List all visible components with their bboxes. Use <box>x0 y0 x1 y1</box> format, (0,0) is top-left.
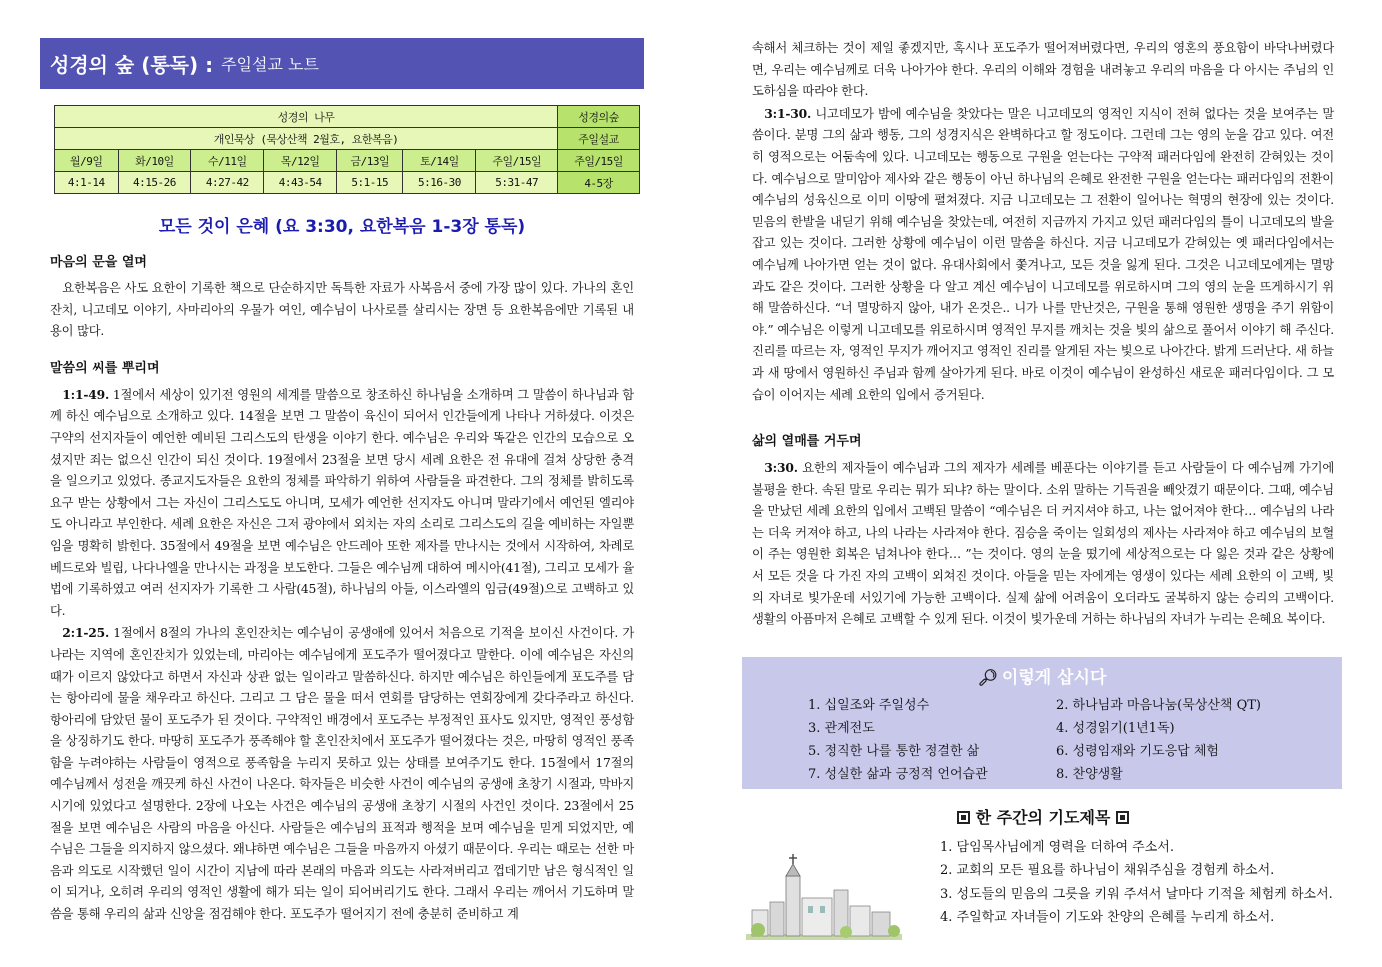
verse-ref: 3:30. <box>764 460 798 476</box>
paragraph-fruit <box>742 457 1344 631</box>
table-range: 4:43-54 <box>264 172 337 194</box>
life-guidelines-box <box>742 657 1342 789</box>
table-header-devotion: 개인묵상 (묵상산책 2월호, 요한복음) <box>55 128 558 150</box>
list-item: 7. 성실한 삶과 긍정적 언어습관 <box>808 766 988 782</box>
list-item: 6. 성령임재와 기도응답 체험 <box>1056 743 1219 759</box>
section-heading-fruit: 삶의 열매를 거두며 <box>752 434 862 450</box>
table-range: 4:27-42 <box>191 172 264 194</box>
list-item: 1. 십일조와 주일성수 <box>808 697 930 713</box>
prayer-list <box>940 836 1344 930</box>
table-range: 5:31-47 <box>476 172 558 194</box>
table-range: 4-5장 <box>558 172 640 194</box>
right-column <box>742 38 1344 930</box>
life-guidelines-list <box>808 694 1342 786</box>
paragraph-text: 1절에서 8절의 가나의 혼인잔치는 예수님이 공생애에 있어서 처음으로 기적을 보이신 사건이다. 가나라는 지역에 혼인잔치가 있었는데, 마리아는 예수님에게 포도주가 떨어졌다고 말한다. 이에 예수님은 자신의 때가 이르지 않았다고 하면서 자신과 상관 없는 일이라고 말씀하신다. 하지만 예수님은 하인들에게 포도주를 담는 항아리에 물을 채우라고 하신다. 그리고 그 담은 물을 떠서 연회를 담당하는 연회장에게 갖다주라고 하신다. 항아리에 담았던 물이 포도주가 된 것이다. 구약적인 배경에서 포도주는 부정적인 표사도 있지만, 영적인 풍성함을 상징하기도 한다. 마땅히 포도주가 풍족해야 할 혼인잔치에서 포도주가 떨어졌다는 것은, 마땅히 영적인 풍족함을 누려야하는 사람들이 영적으로 풍족함을 누리지 못하고 있는 상태를 보여주기도 한다. 15절에서 17절의 예수님께서 성전을 깨끗케 하신 사건이 나온다. 학자들은 비슷한 사건이 예수님의 공생애 초창기 시절과, 막바지 시기에 있었다고 설명한다. 2장에 나오는 사건은 예수님의 공생애 초창기 시절의 사건인 것이다. 23절에서 25절을 보면 예수님은 사람의 마음을 아신다. 사람들은 예수님의 표적과 행적을 보며 예수님을 믿게 되었지만, 예수님은 그들을 의지하지 않으셨다. 왜냐하면 예수님은 그들을 마음까지 아셨기 때문이다. 우리는 때로는 선한 마음과 의도로 시작했던 일이 시간이 지남에 따라 본래의 마음과 의도는 사라져버리고 껍데기만 남은 형식적인 일이 되거나, 오히려 우리의 영적인 생활에 해가 되는 일이 되어버리기도 한다. 그래서 우리는 깨어서 기도하며 말씀을 통해 우리의 삶과 신앙을 점검해야 한다. 포도주가 떨어지기 전에 충분히 준비하고 계 <box>50 626 634 922</box>
section-heading-open-heart: 마음의 문을 열며 <box>50 255 147 270</box>
list-item: 3. 관계전도 <box>808 720 875 736</box>
table-range: 4:1-14 <box>55 172 119 194</box>
reading-schedule-table <box>54 105 640 194</box>
list-item: 4. 성경읽기(1년1독) <box>1056 720 1175 736</box>
paragraph-ch2 <box>40 622 644 925</box>
list-item: 3. 성도들의 믿음의 그릇을 키워 주셔서 날마다 기적을 체험케 하소서. <box>940 886 1333 902</box>
verse-ref: 1:1-49. <box>62 386 110 402</box>
table-day: 목/12일 <box>264 150 337 172</box>
square-bullet-icon <box>957 811 970 824</box>
verse-ref: 3:1-30. <box>764 105 812 121</box>
life-guidelines-title <box>742 657 1342 688</box>
table-range: 5:1-15 <box>337 172 403 194</box>
list-item: 8. 찬양생활 <box>1056 766 1123 782</box>
paragraph-text: 1절에서 세상이 있기전 영원의 세계를 말씀으로 창조하신 하나님을 소개하며 그 말씀이 하나님과 함께 하신 예수님으로 소개하고 있다. 14절을 보면 그 말씀이 육신이 되어서 인간들에게 나타나 거하셨다. 이것은 구약의 선지자들이 예언한 예비된 그리스도의 탄생을 이야기 한다. 예수님은 우리와 똑같은 인간의 모습으로 오셨지만 죄는 없으신 인간이 되신 것이다. 19절에서 23절을 보면 당시 세례 요한은 전 유대에 걸쳐 상당한 충격을 일으키고 있었다. 종교지도자들은 요한의 정체를 파악하기 위하여 사람들을 파견한다. 그의 정체를 밝히도록 요구 받는 상황에서 그는 자신이 그리스도도 아니며, 모세가 예언한 선지자도 아니며 말라기에서 예언된 엘리야도 아니라고 부인한다. 세례 요한은 자신은 그저 광야에서 외치는 자의 소리로 그리스도의 길을 예비하는 자일뿐임을 명확히 밝힌다. 35절에서 49절을 보면 예수님은 안드레아 또한 제자를 만나시는 것에서 시작하여, 차례로 베드로와 빌립, 나다나엘을 만나시는 과정을 보도한다. 그들은 예수님께 대하여 메시아(41절), 그리고 모세가 율법에 기록하였고 여러 선지자가 기록한 그 사람(45절), 하나님의 아들, 이스라엘의 임금(49절)으로 고백하고 있다. <box>50 387 634 618</box>
paragraph-intro: 요한복음은 사도 요한이 기록한 책으로 단순하지만 독특한 자료가 사복음서 중에 가장 많이 있다. 가나의 혼인 잔치, 니고데모 이야기, 사마리아의 우물가 여인, 예수님이 나사로를 살리시는 장면 등 요한복음에만 기록된 내용이 많다. <box>50 281 634 339</box>
table-range: 5:16-30 <box>403 172 476 194</box>
left-column <box>40 38 644 926</box>
paragraph-text: 니고데모가 밤에 예수님을 찾았다는 말은 니고데모의 영적인 지식이 전혀 없다는 것을 보여주는 말씀이다. 분명 그의 삶과 행동, 그의 성경지식은 완벽하다고 할 정도이다. 그런데 그는 영의 눈을 감고 있다. 여전히 영적으로는 어둠속에 있다. 니고데모는 행동으로 구원을 얻는다는 구약적 패러다임에 완전히 갇혀있는 것이다. 예수님으로 말미암아 제사와 같은 행동이 아닌 하나님의 은혜로 완전한 구원을 얻는다는 패러다임의 전환이 예수님의 성육신으로 이미 이땅에 펼쳐졌다. 지금 니고데모는 그 전환이 일어나는 혁명의 현장에 있는 것이다. 믿음의 한발을 내딛기 위해 예수님을 찾았는데, 여전히 지금까지 가지고 있던 패러다임의 틀이 니고데모의 발을 잡고 있는 것이다. 그러한 상황에 예수님이 이런 말씀을 하신다. 지금 니고데모가 갇혀있는 옛 패러다임에서는 예수님께 나아가면 얻는 것이 없다. 유대사회에서 쫓겨나고, 모든 것을 잃게 된다. 그것은 니고데모에게는 멸망과도 같은 것이다. 그러한 상황을 다 알고 계신 예수님이 니고데모를 위로하시며 그의 영의 눈을 뜨게하시기 위해 말씀하신다. “너 멸망하지 않아, 내가 온것은.. 니가 나를 만난것은, 구원을 통해 영원한 생명을 주기 위함이야.” 예수님은 이렇게 니고데모를 위로하시며 영적인 무지를 깨치는 것을 빛의 삶으로 풀어서 이야기 해 주신다. 진리를 따르는 자, 영적인 무지가 깨어지고 영적인 진리를 알게된 자는 빛으로 나아간다. 밝게 드러난다. 새 하늘과 새 땅에서 영원하신 주님과 함께 살아가게 된다. 바로 이것이 예수님이 완성하신 새로운 패러다임이다. 그 모습이 이어지는 세례 요한의 입에서 증거된다. <box>752 106 1334 402</box>
list-item: 2. 교회의 모든 필요를 하나님이 채워주심을 경험케 하소서. <box>940 863 1275 879</box>
list-item: 1. 담임목사님에게 영력을 더하여 주소서. <box>940 839 1174 855</box>
paragraph-ch3 <box>742 103 1344 406</box>
list-item: 2. 하나님과 마음나눔(묵상산책 QT) <box>1056 697 1261 713</box>
header-title: 성경의 숲 (통독) : <box>50 53 214 77</box>
paragraph-text: 요한의 제자들이 예수님과 그의 제자가 세례를 베푼다는 이야기를 듣고 사람들이 다 예수님께 가기에 불평을 한다. 속된 말로 우리는 뭐가 되냐? 하는 말이다. 소위 말하는 기득권을 빼앗겼기 때문이다. 그때, 예수님을 만났던 세례 요한의 입에서 고백된 말씀이 “예수님은 더 커지셔야 하고, 나는 없어져야 한다… 예수님의 나라는 더욱 커져야 하고, 나의 나라는 사라져야 한다. 짐승을 죽이는 일회성의 제사는 사라져야 하고 예수님의 보혈이 주는 영원한 회복은 넘쳐나야 한다… ”는 것이다. 영의 눈을 떴기에 세상적으로는 다 잃은 것과 같은 상황에서 모든 것을 다 가진 자의 고백이 외쳐진 것이다. 아들을 믿는 자에게는 영생이 있다는 세례 요한의 이 고백, 빛의 자녀로 빛가운데 서있기에 가능한 고백이다. 실제 삶에 어려움이 오더라도 굴복하지 않는 승리의 고백이다. 생활의 아픔마저 은혜로 고백할 수 있게 된다. 이것이 빛가운데 거하는 하나님의 자녀가 누리는 은혜요 복이다. <box>752 461 1334 627</box>
list-item: 4. 주일학교 자녀들이 기도와 찬양의 은혜를 누리게 하소서. <box>940 910 1275 926</box>
table-day: 월/9일 <box>55 150 119 172</box>
table-day: 주일/15일 <box>476 150 558 172</box>
table-day: 토/14일 <box>403 150 476 172</box>
page-header <box>40 38 644 89</box>
paragraph-ch1 <box>40 384 644 623</box>
table-header-tree: 성경의 나무 <box>55 106 558 128</box>
section-heading-seed: 말씀의 씨를 뿌리며 <box>50 360 160 376</box>
table-day: 화/10일 <box>118 150 191 172</box>
sermon-title: 모든 것이 은혜 (요 3:30, 요한복음 1-3장 통독) <box>158 217 526 237</box>
prayer-title-text: 한 주간의 기도제목 <box>975 807 1111 827</box>
table-day: 주일/15일 <box>558 150 640 172</box>
life-title-text: 이렇게 삽시다 <box>1001 667 1107 688</box>
table-day: 수/11일 <box>191 150 264 172</box>
church-town-illustration <box>746 854 902 944</box>
list-item: 5. 정직한 나를 통한 정결한 삶 <box>808 743 980 759</box>
magnifier-icon: 🔎︎ <box>977 667 998 687</box>
square-bullet-icon <box>1116 811 1129 824</box>
header-subtitle: 주일설교 노트 <box>221 55 319 74</box>
paragraph-ch2-continued: 속해서 체크하는 것이 제일 좋겠지만, 혹시나 포도주가 떨어져버렸다면, 우리의 영혼의 풍요함이 바닥나버렸다면, 우리는 예수님께로 더욱 나아가야 한다. 우리의 이해와 경험을 내려놓고 우리의 마음을 다 아시는 주님의 인도하심을 따라야 한다. <box>752 41 1334 99</box>
table-header-forest: 성경의숲 <box>558 106 640 128</box>
table-day: 금/13일 <box>337 150 403 172</box>
table-range: 4:15-26 <box>118 172 191 194</box>
verse-ref: 2:1-25. <box>62 625 110 641</box>
table-header-sermon: 주일설교 <box>558 128 640 150</box>
prayer-title <box>742 805 1344 828</box>
